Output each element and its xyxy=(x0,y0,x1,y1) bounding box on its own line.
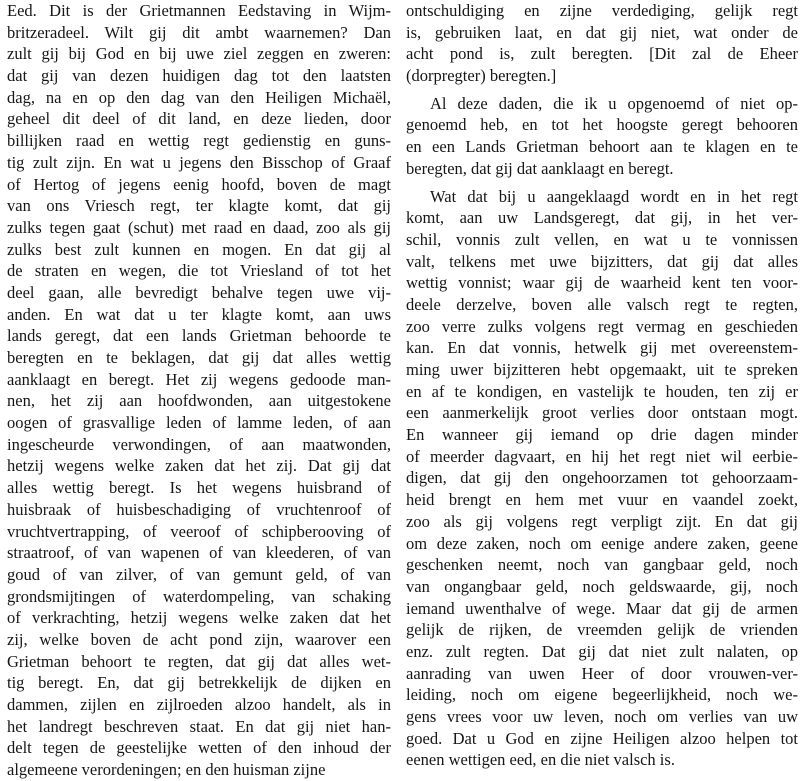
text-line: iemand uwenthalve of wege. Maar dat gij de armen xyxy=(406,598,798,618)
text-line: ming uwer bijzitteren hebt opgemaakt, uit te spreken xyxy=(406,360,798,379)
text-line: en een Lands Grietman behoort aan te klagen en te xyxy=(406,137,798,157)
text-line: is, gebruiken laat, en dat gij niet, wat onder de xyxy=(406,22,798,42)
text-line: om deze zaken, noch om eenige andere zaken, geene xyxy=(406,533,798,553)
text-line: genoemd heb, en tot het hoogste geregt behooren xyxy=(406,115,798,135)
paragraph-judgment xyxy=(406,186,798,772)
text-line: deel gaan, alle bevredigt behalve tegen uwe vij- xyxy=(7,282,391,302)
text-line: acht pond is, zult beregten. [Dit zal de Eheer xyxy=(406,44,798,64)
text-line: zij, welke boven de acht pond zijn, waarover een xyxy=(7,629,391,649)
text-line: zult gij bij God en bij uwe ziel zeggen en zweren: xyxy=(7,44,391,64)
text-line: aanklaagt en beregt. Het zij wegens gedoode man- xyxy=(7,369,391,389)
text-line: Al deze daden, die ik u opgenoemd of niet op- xyxy=(430,93,798,113)
text-line: En wanneer gij iemand op drie dagen minder xyxy=(406,425,798,445)
text-line: Eed. Dit is der Grietmannen Eedstaving in Wijm- xyxy=(7,1,391,20)
text-line: heid brengt en hem met vuur en vaandel zoekt, xyxy=(406,490,798,510)
text-line: ingescheurde verwondingen, of aan maatwonden, xyxy=(7,434,391,454)
text-line: nen, het zij aan hoofdwonden, aan uitgestokene xyxy=(7,391,391,411)
text-line: schil, vonnis zult vellen, en wat u te vonnissen xyxy=(406,229,798,249)
left-column xyxy=(7,0,391,780)
text-line: oogen of grasvallige leden of lamme leden, of aan xyxy=(7,413,391,433)
text-line: van ons Vriesch regt, ter klagte komt, dat gij xyxy=(7,196,391,216)
text-line: beregten en te beklagen, dat gij dat alles wettig xyxy=(7,348,391,367)
right-column xyxy=(406,0,798,770)
text-line: delt tegen de geestelijke wetten of den inhoud der xyxy=(7,738,391,758)
text-line: valt, telkens met uwe bijzitters, dat gij dat alles xyxy=(406,251,798,271)
text-line: het landregt beschreven staat. En dat gij niet han- xyxy=(7,716,391,736)
text-line: huisbraak of huisbeschadiging of vruchtenroof of xyxy=(7,499,391,519)
text-line: tig zult zijn. En wat u jegens den Bisschop of Graaf xyxy=(7,152,391,172)
text-line: alles wettig beregt. Is het wegens huisbrand of xyxy=(7,478,391,498)
text-line: britzeradeel. Wilt gij dit ambt waarnemen? Dan xyxy=(7,22,391,42)
text-line: straatroof, of van wapenen of van kleederen, of van xyxy=(7,543,391,563)
text-line: beregten, dat gij dat aanklaagt en beregt. xyxy=(406,158,674,178)
text-line: en af te kondigen, en vastelijk te houden, ten zij er xyxy=(406,381,798,401)
text-line: zoo als gij volgens regt verpligt zijt. En dat gij xyxy=(406,511,798,531)
paragraph-all-deeds xyxy=(406,93,798,180)
text-line: hetzij wegens welke zaken dat het zij. Dat gij dat xyxy=(7,456,391,476)
text-line: anden. En wat dat u ter klagte komt, aan uws xyxy=(7,304,391,324)
text-line: geheel dit deel of dit land, en deze lieden, door xyxy=(7,109,391,129)
text-line: Grietman behoort te regten, dat gij dat alles wet- xyxy=(7,651,391,671)
text-line: dammen, zijlen en zijlroeden alzoo handelt, als in xyxy=(7,695,391,714)
text-line: goud of van zilver, of van gemunt geld, of van xyxy=(7,564,391,584)
text-line: de straten en wegen, die tot Vriesland of tot het xyxy=(7,261,391,281)
text-line: gelijk de rijken, de vreemden gelijk de vrienden xyxy=(406,620,798,640)
text-line: komt, aan uw Landsgeregt, dat gij, in het ver- xyxy=(406,208,798,228)
text-line: zulks tegen gaat (schut) met raad en daad, zoo als gij xyxy=(7,217,391,237)
text-line: zulks best zult kunnen en mogen. En dat gij al xyxy=(7,239,391,259)
text-line: dat gij van dezen huidigen dag tot den laatsten xyxy=(7,66,391,86)
text-line: goed. Dat u God en zijne Heiligen alzoo helpen tot xyxy=(406,728,798,748)
text-line: vruchtvertrapping, of veeroof of schipberooving of xyxy=(7,521,391,541)
text-line: aanrading van uwen Heer of door vrouwen-ver- xyxy=(406,663,798,683)
text-line: zoo verre zulks volgens regt vermag en geschieden xyxy=(406,316,798,336)
text-line: dag, na en op den dag van den Heiligen Michaël, xyxy=(7,87,391,107)
text-line: Wat dat bij u aangeklaagd wordt en in het regt xyxy=(430,186,798,206)
paragraph-continuation xyxy=(406,0,798,87)
text-line: lands geregt, dat een lands Grietman behoorde te xyxy=(7,326,391,346)
text-line: enz. zult regten. Dat gij dat niet zult nalaten, op xyxy=(406,641,798,661)
text-line: leiding, noch om eigene begeerlijkheid, noch we- xyxy=(406,685,798,705)
text-line: gens vrees voor uw leven, noch om verlies van uw xyxy=(406,707,798,726)
text-line: eenen wettigen eed, en die niet valsch is. xyxy=(406,750,675,770)
text-line: tig beregt. En, dat gij betrekkelijk de dijken en xyxy=(7,673,391,693)
text-line: billijken raad en wettig regt gedienstig en guns- xyxy=(7,131,391,151)
text-line: geschenken neemt, noch van gangbaar geld, noch xyxy=(406,555,798,575)
text-line: een aanmerkelijk groot verlies door ontstaan mogt. xyxy=(406,403,798,423)
text-line: van ongangbaar geld, noch geldswaarde, gij, noch xyxy=(406,576,798,596)
text-line: deele derzelve, boven alle valsch regt te regten, xyxy=(406,294,798,314)
text-line: algemeene verordeningen; en den huisman zijne xyxy=(7,760,326,780)
text-line: wettig vonnist; waar gij de waarheid kent ten voor- xyxy=(406,273,798,293)
text-line: of Hertog of jegens eenig hoofd, boven de magt xyxy=(7,174,391,194)
text-line: (dorpregter) beregten.] xyxy=(406,66,557,86)
text-line: digen, dat gij den ongehoorzamen tot gehoorzaam- xyxy=(406,468,798,488)
text-line: of verkrachting, hetzij wegens welke zaken dat het xyxy=(7,608,391,628)
text-line: grondsmijtingen of waterdompeling, van schaking xyxy=(7,586,391,606)
paragraph-oath-text xyxy=(7,0,391,781)
text-line: ontschuldiging en zijne verdediging, gelijk regt xyxy=(406,1,798,20)
text-line: of meerder dagvaart, en hij het regt niet wil eerbie- xyxy=(406,446,798,466)
text-line: kan. En dat vonnis, hetwelk gij met overeenstem- xyxy=(406,338,798,358)
